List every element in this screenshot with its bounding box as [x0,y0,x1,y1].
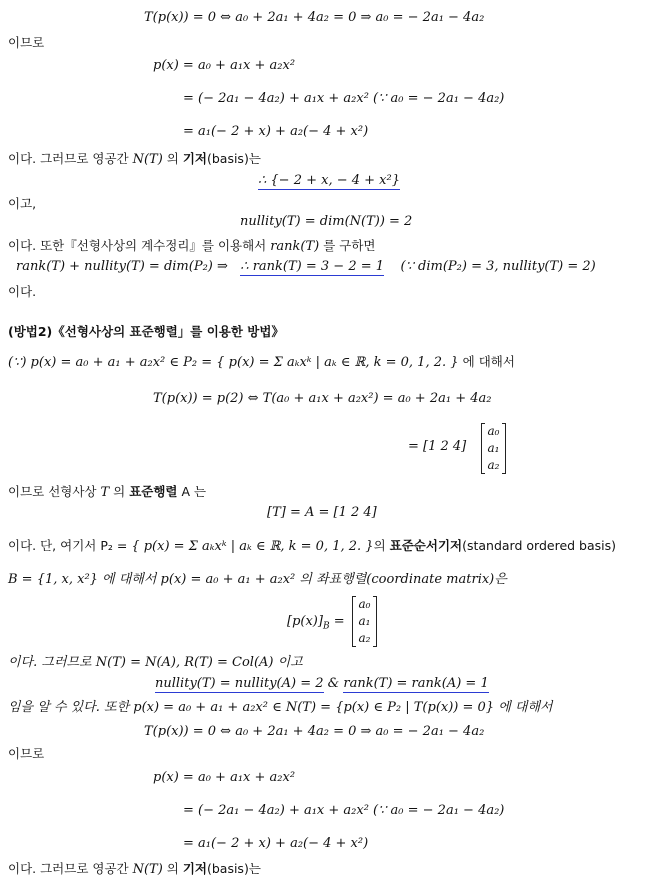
equation-transform: T(p(x)) = p(2) ⇔ T(a₀ + a₁x + a₂x²) = a₀ + 2a₁ + 4a₂ [153,391,492,406]
math-segment: = [333,614,345,629]
text-segment: (basis)는 [206,151,261,166]
text-segment: 이다. 그러므로 영공간 [8,861,133,876]
text-segment: 에 대해서 [462,354,515,369]
equation-px: p(x) = a₀ + a₁x + a₂x² [153,58,296,73]
equation-null-condition-2: T(p(x)) = 0 ⇔ a₀ + 2a₁ + 4a₂ = 0 ⇒ a₀ = − 2a₁ − 4a₂ [144,724,485,739]
vector-entry: a₂ [358,631,371,645]
text-standard-matrix [8,484,206,501]
text-segment: (basis)는 [206,861,261,876]
math-segment: T [100,485,110,500]
term-basis: 기저 [182,861,207,876]
text-standard-basis [8,538,616,555]
equation-px-2: p(x) = a₀ + a₁x + a₂x² [153,770,296,785]
text-segment: (standard ordered basis) [462,538,617,553]
math-segment: rank(T) [270,239,320,254]
column-vector-a [481,423,506,474]
math-set: { p(x) = Σ aₖxᵏ | aₖ ∈ ℝ, k = 0, 1, 2. } [131,539,374,554]
equation-px-factored-2: = a₁(− 2 + x) + a₂(− 4 + x²) [183,836,369,851]
text-segment: 의 [162,151,183,166]
math-set: { p(x) = Σ aₖxᵏ | aₖ ∈ ℝ, k = 0, 1, 2. } [216,355,459,370]
text-segment: 를 구하면 [319,238,376,253]
vector-entry: a₂ [487,458,500,472]
math-segment: (∵ dim(P₂) = 3, nullity(T) = 2) [400,259,596,274]
vector-entry: a₁ [487,441,500,455]
text-segment: A 는 [177,484,207,499]
text-igo: 이고, [8,196,37,211]
text-segment: 이다. 그러므로 영공간 [8,151,133,166]
equation-basis-set [258,173,400,189]
equation-standard-matrix: [T] = A = [1 2 4] [267,505,377,520]
underlined-rank: ∴ rank(T) = 3 − 2 = 1 [240,259,385,274]
text-segment: 이므로 선형사상 [8,484,101,499]
text-null-space-basis [8,151,261,168]
equation-coordinate-matrix [287,614,345,635]
text-null-space-basis-2 [8,861,261,878]
math-segment: (∵) p(x) = a₀ + a₁ + a₂x² ∈ P₂ = [8,355,213,370]
equation-rank-nullity [16,259,596,275]
math-segment: N(T) [132,862,163,877]
text-imeuro: 이므로 [8,35,45,50]
underlined-rank-a: rank(T) = rank(A) = 1 [343,676,489,691]
text-imeuro-2: 이므로 [8,746,45,761]
vector-entry: a₁ [358,614,371,628]
subscript-b: B [322,621,330,632]
equation-null-condition: T(p(x)) = 0 ⇔ a₀ + 2a₁ + 4a₂ = 0 ⇒ a₀ = − 2a₁ − 4a₂ [144,10,485,25]
vector-entry: a₀ [487,424,500,438]
equation-px-sub: = (− 2a₁ − 4a₂) + a₁x + a₂x² (∵ a₀ = − 2a₁ − 4a₂) [183,91,505,106]
equation-coordinate-text: B = {1, x, x²} 에 대해서 p(x) = a₀ + a₁ + a₂x² 의 좌표행렬(coordinate matrix)은 [8,572,507,587]
equation-p2-definition [8,354,515,371]
equation-nullity: nullity(T) = dim(N(T)) = 2 [240,214,413,229]
text-segment: 의 [373,538,390,553]
equation-px-factored: = a₁(− 2 + x) + a₂(− 4 + x²) [183,124,369,139]
section-heading-method2: (방법2)《선형사상의 표준행렬」를 이용한 방법》 [8,324,284,339]
vector-entry: a₀ [358,597,371,611]
math-segment: rank(T) + nullity(T) = dim(P₂) ⇒ [16,259,228,274]
text-rank-theorem [8,238,376,255]
term-standard-ordered-basis: 표준순서기저 [389,538,463,553]
math-segment: & [323,676,344,691]
math-segment: N(T) [132,152,163,167]
equation-null-space-set: 임을 알 수 있다. 또한 p(x) = a₀ + a₁ + a₂x² ∈ N(T) = {p(x) ∈ P₂ | T(p(x)) = 0} 에 대해서 [8,700,553,715]
equation-px-sub-2: = (− 2a₁ − 4a₂) + a₁x + a₂x² (∵ a₀ = − 2a₁ − 4a₂) [183,803,505,818]
underlined-basis: ∴ {− 2 + x, − 4 + x²} [258,173,400,188]
text-segment: 이다. 또한『선형사상의 계수정리』를 이용해서 [8,238,271,253]
column-vector-coordinates [352,596,377,647]
term-basis: 기저 [182,151,207,166]
equation-matrix-product: = [1 2 4] [408,439,467,454]
math-segment: [p(x)] [287,614,323,629]
text-ida: 이다. [8,284,37,299]
equation-nullity-rank [155,676,489,692]
term-standard-matrix: 표준행렬 [129,484,178,499]
underlined-nullity: nullity(T) = nullity(A) = 2 [155,676,324,691]
text-segment: 의 [109,484,130,499]
text-segment: 이다. 단, 여기서 P₂ = [8,538,128,553]
equation-kernel-column: 이다. 그러므로 N(T) = N(A), R(T) = Col(A) 이고 [8,655,303,670]
text-segment: 의 [162,861,183,876]
